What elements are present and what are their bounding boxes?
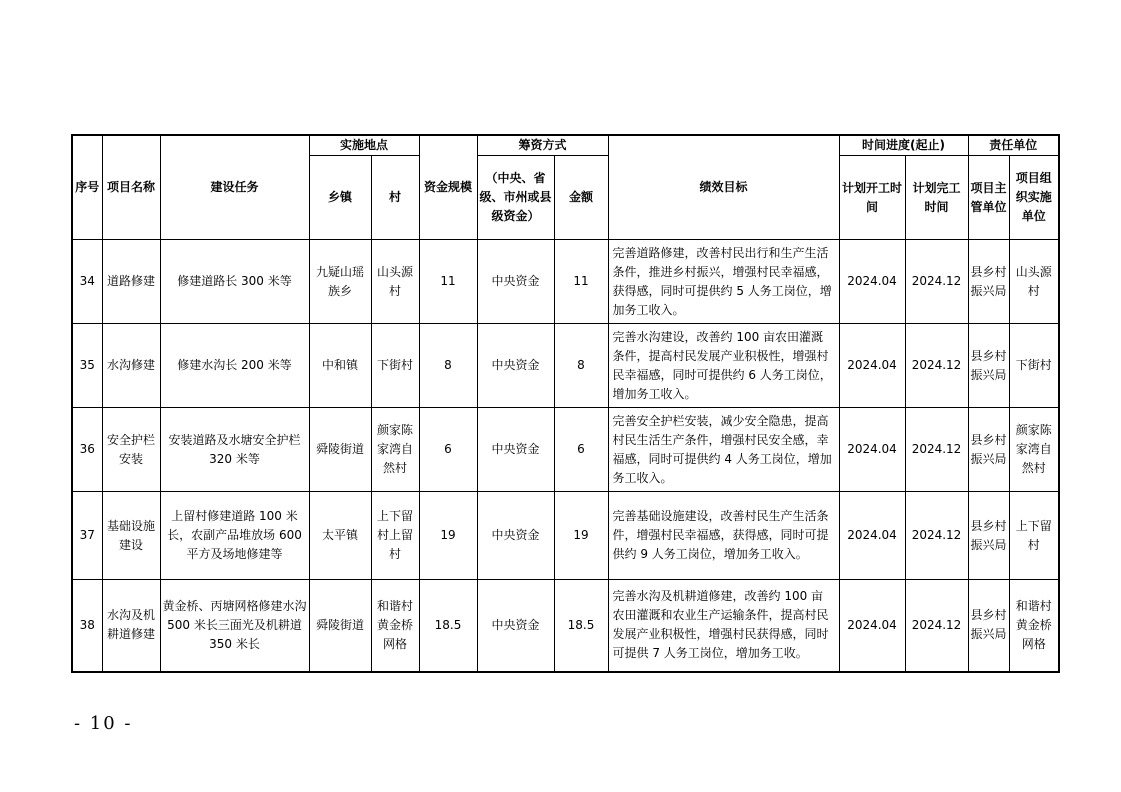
header-name: 项目名称: [102, 135, 160, 240]
header-goal: 绩效目标: [608, 135, 839, 240]
cell-name: 水沟及机耕道修建: [102, 580, 160, 672]
header-responsible: 责任单位: [968, 135, 1059, 156]
cell-name: 安全护栏安装: [102, 408, 160, 492]
cell-seq: 36: [72, 408, 102, 492]
header-amount: 金额: [554, 156, 608, 240]
cell-amount: 11: [554, 240, 608, 324]
cell-dept: 县乡村振兴局: [968, 324, 1009, 408]
header-seq: 序号: [72, 135, 102, 240]
cell-end: 2024.12: [905, 492, 968, 580]
cell-org: 和谐村黄金桥网格: [1009, 580, 1059, 672]
cell-scale: 19: [419, 492, 477, 580]
cell-town: 九疑山瑶族乡: [309, 240, 371, 324]
cell-amount: 8: [554, 324, 608, 408]
cell-dept: 县乡村振兴局: [968, 240, 1009, 324]
cell-source: 中央资金: [477, 324, 554, 408]
cell-scale: 6: [419, 408, 477, 492]
cell-scale: 11: [419, 240, 477, 324]
cell-village: 下街村: [371, 324, 419, 408]
cell-goal: 完善基础设施建设，改善村民生产生活条件，增强村民幸福感，获得感，同时可提供约 9 人务工岗位，增加务工收入。: [608, 492, 839, 580]
header-start: 计划开工时间: [839, 156, 905, 240]
cell-end: 2024.12: [905, 324, 968, 408]
cell-village: 和谐村黄金桥网格: [371, 580, 419, 672]
cell-dept: 县乡村振兴局: [968, 580, 1009, 672]
header-scale: 资金规模: [419, 135, 477, 240]
cell-org: 山头源村: [1009, 240, 1059, 324]
cell-start: 2024.04: [839, 324, 905, 408]
cell-amount: 19: [554, 492, 608, 580]
cell-source: 中央资金: [477, 408, 554, 492]
cell-task: 黄金桥、丙塘网格修建水沟 500 米长三面光及机耕道 350 米长: [160, 580, 309, 672]
header-end: 计划完工时间: [905, 156, 968, 240]
header-funding: 筹资方式: [477, 135, 608, 156]
cell-village: 上下留村上留村: [371, 492, 419, 580]
table-row: [72, 580, 1059, 672]
header-org: 项目组织实施单位: [1009, 156, 1059, 240]
cell-village: 山头源村: [371, 240, 419, 324]
cell-village: 颜家陈家湾自然村: [371, 408, 419, 492]
cell-goal: 完善安全护栏安装，减少安全隐患，提高村民生活生产条件，增强村民安全感，幸福感，同时可提供约 4 人务工岗位，增加务工收入。: [608, 408, 839, 492]
cell-start: 2024.04: [839, 580, 905, 672]
cell-amount: 6: [554, 408, 608, 492]
cell-source: 中央资金: [477, 580, 554, 672]
cell-start: 2024.04: [839, 492, 905, 580]
table-row: [72, 240, 1059, 324]
cell-dept: 县乡村振兴局: [968, 408, 1009, 492]
header-location: 实施地点: [309, 135, 419, 156]
cell-start: 2024.04: [839, 240, 905, 324]
cell-goal: 完善水沟建设，改善约 100 亩农田灌溉条件，提高村民发展产业积极性，增强村民幸福感，同时可提供约 6 人务工岗位，增加务工收入。: [608, 324, 839, 408]
header-schedule: 时间进度(起止): [839, 135, 968, 156]
cell-task: 上留村修建道路 100 米长，农副产品堆放场 600 平方及场地修建等: [160, 492, 309, 580]
cell-town: 太平镇: [309, 492, 371, 580]
cell-scale: 18.5: [419, 580, 477, 672]
cell-org: 下街村: [1009, 324, 1059, 408]
cell-seq: 34: [72, 240, 102, 324]
cell-goal: 完善道路修建，改善村民出行和生产生活条件，推进乡村振兴，增强村民幸福感，获得感，同时可提供约 5 人务工岗位，增加务工收入。: [608, 240, 839, 324]
cell-goal: 完善水沟及机耕道修建，改善约 100 亩农田灌溉和农业生产运输条件，提高村民发展产业积极性，增强村民获得感，同时可提供 7 人务工岗位，增加务工收。: [608, 580, 839, 672]
cell-seq: 38: [72, 580, 102, 672]
cell-org: 上下留村: [1009, 492, 1059, 580]
cell-task: 安装道路及水塘安全护栏 320 米等: [160, 408, 309, 492]
cell-name: 水沟修建: [102, 324, 160, 408]
cell-seq: 37: [72, 492, 102, 580]
header-source: （中央、省级、市州或县级资金）: [477, 156, 554, 240]
cell-name: 道路修建: [102, 240, 160, 324]
cell-start: 2024.04: [839, 408, 905, 492]
cell-end: 2024.12: [905, 580, 968, 672]
cell-dept: 县乡村振兴局: [968, 492, 1009, 580]
cell-task: 修建水沟长 200 米等: [160, 324, 309, 408]
cell-seq: 35: [72, 324, 102, 408]
header-village: 村: [371, 156, 419, 240]
cell-town: 中和镇: [309, 324, 371, 408]
table-row: [72, 324, 1059, 408]
table-row: [72, 492, 1059, 580]
cell-task: 修建道路长 300 米等: [160, 240, 309, 324]
cell-name: 基础设施建设: [102, 492, 160, 580]
cell-source: 中央资金: [477, 240, 554, 324]
table-row: [72, 408, 1059, 492]
cell-town: 舜陵街道: [309, 408, 371, 492]
cell-end: 2024.12: [905, 408, 968, 492]
project-table: [71, 134, 1060, 673]
cell-town: 舜陵街道: [309, 580, 371, 672]
cell-scale: 8: [419, 324, 477, 408]
page-number: - 10 -: [74, 713, 133, 734]
header-town: 乡镇: [309, 156, 371, 240]
cell-amount: 18.5: [554, 580, 608, 672]
cell-end: 2024.12: [905, 240, 968, 324]
header-dept: 项目主管单位: [968, 156, 1009, 240]
cell-source: 中央资金: [477, 492, 554, 580]
header-task: 建设任务: [160, 135, 309, 240]
cell-org: 颜家陈家湾自然村: [1009, 408, 1059, 492]
